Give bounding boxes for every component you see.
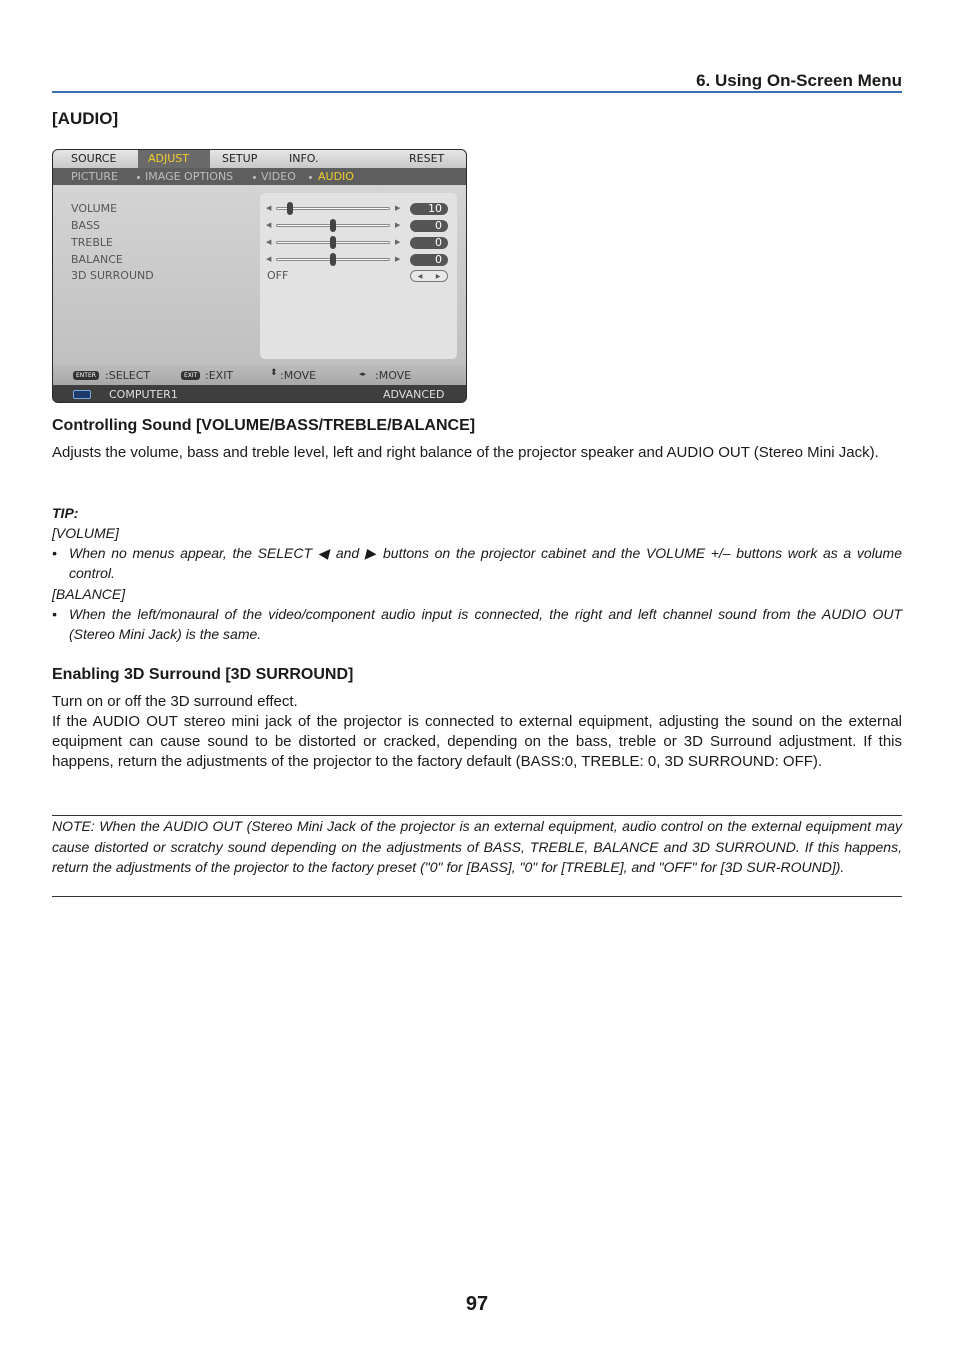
exit-key-icon: EXIT [181, 371, 200, 380]
note-text: NOTE: When the AUDIO OUT (Stereo Mini Jack of the projector is an external equipment, audio control on the external equipment may cause distorted or scratchy sound depending on the adjustments of BASS, TREBLE, BALANCE and 3D SURROUND. If this happens, return the adjustments of the projector to the factory preset ("0" for [BASS], "0" for [TREBLE], and "OFF" for [3D SUR-ROUND]). [52, 818, 902, 875]
osd-subtab-audio[interactable]: AUDIO [318, 170, 354, 183]
osd-tab-reset[interactable]: RESET [409, 152, 445, 165]
osd-tab-source[interactable]: SOURCE [71, 152, 117, 165]
tip-balance-item [52, 604, 902, 644]
leftright-arrow-icon: ◂▸ [359, 370, 367, 378]
osd-label-treble: TREBLE [71, 236, 113, 249]
osd-menu [52, 149, 467, 403]
tip-volume-item [52, 543, 902, 583]
tip-label: TIP: [52, 505, 79, 521]
updown-arrow-icon: ⬍ [270, 368, 278, 378]
surround-description: If the AUDIO OUT stereo mini jack of the projector is connected to external equipment, adjusting the sound on the external equipment can cause sound to be distorted or cracked, depending on the bass, treble or 3D Surround adjustment. If this happens, return the adjustments of the projector to the factory default (BASS:0, TREBLE: 0, 3D SURROUND: OFF). [52, 713, 902, 770]
slider-track[interactable] [276, 207, 390, 210]
osd-subtab-separator [137, 176, 140, 179]
slider-value: 10 [410, 203, 448, 215]
slider-left-arrow-icon[interactable]: ◀ [266, 238, 272, 246]
slider-value: 0 [410, 254, 448, 266]
surround-heading: Enabling 3D Surround [3D SURROUND] [52, 666, 354, 683]
sound-description: Adjusts the volume, bass and treble level, left and right balance of the projector speaker and AUDIO OUT (Stereo Mini Jack). [52, 444, 879, 461]
osd-subtab-separator [309, 176, 312, 179]
osd-subtab-image-options[interactable]: IMAGE OPTIONS [145, 170, 234, 183]
computer-input-icon [73, 390, 91, 399]
help-move-vertical: :MOVE [280, 369, 317, 382]
chapter-title: 6. Using On-Screen Menu [696, 71, 902, 90]
note-bottom-rule [52, 896, 902, 897]
surround-intro: Turn on or off the 3D surround effect. [52, 693, 298, 710]
slider-right-arrow-icon[interactable]: ▶ [395, 204, 401, 212]
slider-left-arrow-icon[interactable]: ◀ [266, 255, 272, 263]
slider-knob[interactable] [287, 202, 293, 215]
osd-tab-info[interactable]: INFO. [289, 152, 319, 165]
tip-balance-heading: [BALANCE] [52, 586, 126, 602]
osd-label-3d-surround: 3D SURROUND [71, 269, 154, 282]
slider-knob[interactable] [330, 219, 336, 232]
arrow-right-icon: ▶ [435, 272, 441, 280]
slider-right-arrow-icon[interactable]: ▶ [395, 238, 401, 246]
slider-value: 0 [410, 237, 448, 249]
surround-toggle[interactable] [410, 270, 448, 282]
page-number: 97 [465, 1293, 489, 1315]
tip-volume-text: When no menus appear, the SELECT ◀ and ▶ buttons on the projector cabinet and the VOLUME +/– buttons work as a volume control. [69, 545, 902, 581]
slider-left-arrow-icon[interactable]: ◀ [266, 204, 272, 212]
section-title: [AUDIO] [52, 109, 119, 128]
surround-value: OFF [267, 269, 289, 282]
tip-volume-heading: [VOLUME] [52, 525, 119, 541]
bullet-icon: • [52, 606, 57, 622]
enter-key-icon: ENTER [73, 371, 99, 380]
slider-right-arrow-icon[interactable]: ▶ [395, 221, 401, 229]
osd-tab-bar [53, 150, 467, 168]
slider-value: 0 [410, 220, 448, 232]
slider-right-arrow-icon[interactable]: ▶ [395, 255, 401, 263]
input-source: COMPUTER1 [109, 388, 178, 401]
arrow-left-icon: ◀ [417, 272, 423, 280]
osd-subtab-bar [53, 168, 467, 185]
slider-knob[interactable] [330, 253, 336, 266]
osd-label-balance: BALANCE [71, 253, 123, 266]
bullet-icon: • [52, 545, 57, 561]
help-select: :SELECT [105, 369, 151, 382]
sound-heading: Controlling Sound [VOLUME/BASS/TREBLE/BALANCE] [52, 417, 476, 434]
osd-tab-adjust[interactable]: ADJUST [148, 152, 189, 165]
osd-tab-setup[interactable]: SETUP [222, 152, 258, 165]
osd-label-volume: VOLUME [71, 202, 118, 215]
osd-status-bar [53, 385, 467, 403]
help-move-horizontal: :MOVE [375, 369, 412, 382]
osd-value-panel [260, 193, 457, 359]
slider-knob[interactable] [330, 236, 336, 249]
osd-body [53, 185, 467, 365]
menu-mode: ADVANCED [383, 388, 445, 401]
header-rule [52, 91, 902, 93]
osd-subtab-video[interactable]: VIDEO [261, 170, 296, 183]
osd-subtab-separator [253, 176, 256, 179]
osd-subtab-picture[interactable]: PICTURE [71, 170, 118, 183]
osd-label-bass: BASS [71, 219, 101, 232]
osd-help-bar [53, 365, 467, 385]
slider-left-arrow-icon[interactable]: ◀ [266, 221, 272, 229]
help-exit: :EXIT [205, 369, 234, 382]
tip-balance-text: When the left/monaural of the video/component audio input is connected, the right and left channel sound from the AUDIO OUT (Stereo Mini Jack) is the same. [69, 606, 902, 642]
